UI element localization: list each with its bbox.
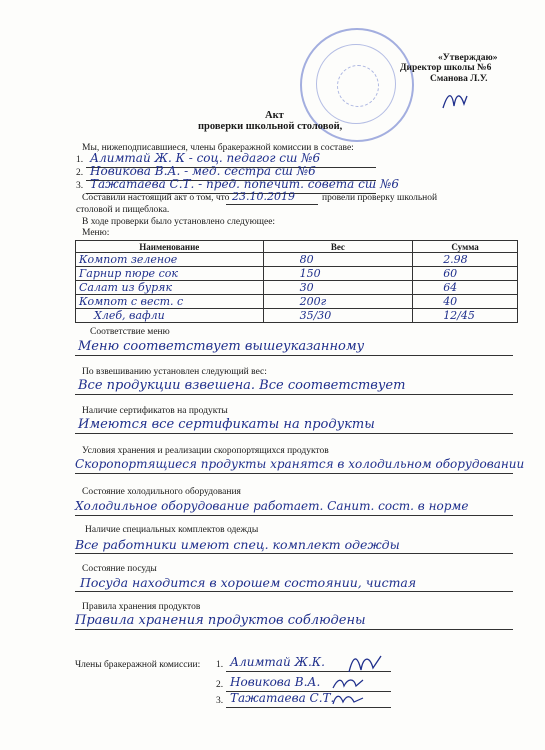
section-menu-label: Соответствие меню (90, 327, 170, 337)
table-row (76, 253, 518, 267)
approval-heading: «Утверждаю» (438, 53, 498, 63)
section-rules-answer: Правила хранения продуктов соблюдены (75, 613, 366, 628)
section-clothing-answer: Все работники имеют спец. комплект одежды (75, 537, 400, 552)
menu-cell-name: Хлеб, вафли (76, 309, 264, 323)
section-weight-line (75, 394, 513, 395)
menu-header-row (76, 241, 518, 253)
menu-cell-sum: 60 (413, 267, 518, 281)
act-continuation: столовой и пищеблока. (76, 205, 170, 215)
menu-cell-weight: 30 (263, 281, 413, 295)
title-act: Акт (265, 110, 284, 121)
section-storage-line (75, 473, 513, 474)
act-suffix: провели проверку школьной (322, 193, 438, 203)
section-menu-answer: Меню соответствует вышеуказанному (78, 339, 365, 354)
menu-cell-weight: 200г (263, 295, 413, 309)
findings-intro: В ходе проверки было установлено следующее: (82, 217, 276, 227)
section-fridge-answer: Холодильное оборудование работает. Санит. сост. в норме (75, 499, 469, 513)
stamp-emblem (337, 65, 379, 107)
member-2-text: Новикова В.А. - мед. сестра сш №6 (90, 164, 316, 178)
table-row (76, 267, 518, 281)
menu-table (75, 240, 518, 323)
menu-cell-sum: 2.98 (413, 253, 518, 267)
signature-3-name: Тажатаева С.Т. (230, 691, 335, 705)
signature-1-mark (345, 650, 385, 676)
menu-cell-name: Гарнир пюре сок (76, 267, 264, 281)
section-fridge-line (75, 515, 513, 516)
signature-3-num: 3. (216, 696, 224, 706)
signature-3-line (226, 707, 391, 708)
section-clothing-line (75, 553, 513, 554)
member-3-text: Тажатаева С.Т. - пред. попечит. совета сш №6 (90, 177, 400, 191)
signature-1-num: 1. (216, 660, 224, 670)
member-1-text: Алимтай Ж. К - соц. педагог сш №6 (90, 151, 321, 165)
section-weight-label: По взвешиванию установлен следующий вес: (82, 367, 267, 377)
section-rules-line (75, 629, 513, 630)
section-dishes-line (75, 591, 513, 592)
table-row (76, 309, 518, 323)
signature-2-name: Новикова В.А. (230, 675, 321, 689)
section-fridge-label: Состояние холодильного оборудования (82, 487, 241, 497)
intro-text: Мы, нижеподписавшиеся, члены бракеражной комиссии в составе: (82, 143, 354, 153)
member-1-num: 1. (76, 155, 84, 165)
table-row (76, 295, 518, 309)
signatures-label: Члены бракеражной комиссии: (75, 660, 201, 670)
section-certificates-label: Наличие сертификатов на продукты (82, 406, 228, 416)
menu-cell-sum: 12/45 (413, 309, 518, 323)
section-storage-label: Условия хранения и реализации скоропортящихся продуктов (82, 446, 329, 456)
menu-cell-weight: 80 (263, 253, 413, 267)
act-date-line (226, 204, 318, 205)
director-signature (440, 88, 470, 112)
section-rules-label: Правила хранения продуктов (82, 602, 201, 612)
signature-2-num: 2. (216, 680, 224, 690)
section-dishes-answer: Посуда находится в хорошем состоянии, чистая (80, 575, 417, 590)
act-date: 23.10.2019 (232, 190, 295, 203)
approval-position: Директор школы №6 (400, 63, 492, 73)
table-row (76, 281, 518, 295)
menu-cell-name: Компот с вест. с (76, 295, 264, 309)
approval-name: Сманова Л.У. (430, 74, 488, 84)
section-weight-answer: Все продукции взвешена. Все соответствует (78, 378, 406, 393)
member-2-num: 2. (76, 168, 84, 178)
signature-3-mark (330, 690, 366, 708)
menu-header-name: Наименование (76, 241, 264, 253)
menu-cell-weight: 150 (263, 267, 413, 281)
menu-cell-weight: 35/30 (263, 309, 413, 323)
menu-cell-name: Компот зеленое (76, 253, 264, 267)
member-3-num: 3. (76, 181, 84, 191)
section-clothing-label: Наличие специальных комплектов одежды (85, 525, 259, 535)
section-storage-answer: Скоропортящиеся продукты хранятся в холодильном оборудовании (75, 457, 525, 471)
menu-header-sum: Сумма (413, 241, 518, 253)
signature-1-name: Алимтай Ж.К. (230, 655, 325, 669)
section-certificates-answer: Имеются все сертификаты на продукты (78, 417, 375, 432)
section-dishes-label: Состояние посуды (82, 564, 157, 574)
menu-cell-name: Салат из буряк (76, 281, 264, 295)
section-certificates-line (75, 433, 513, 434)
menu-label: Меню: (82, 228, 110, 238)
menu-cell-sum: 40 (413, 295, 518, 309)
act-prefix: Составили настоящий акт о том, что (82, 193, 230, 203)
menu-cell-sum: 64 (413, 281, 518, 295)
title-subject: проверки школьной столовой, (198, 121, 343, 132)
section-menu-line (75, 355, 513, 356)
menu-header-weight: Вес (263, 241, 413, 253)
